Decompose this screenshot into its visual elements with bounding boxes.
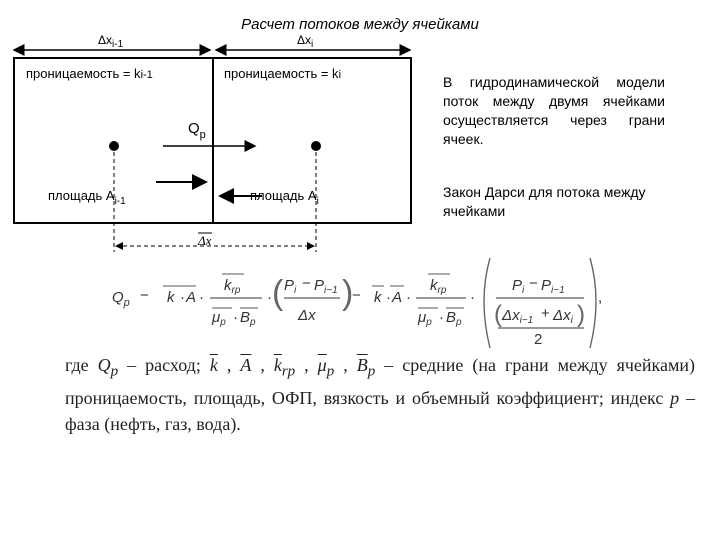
dx-bottom-label: Δx [198,233,212,248]
formula-mu2: $\mu_p$ [418,309,432,328]
formula-dx1: Δx [298,307,316,324]
perm-left-label: проницаемость = ki-1 [26,66,153,81]
area-right-label: площадь $A_i$ [250,188,319,207]
formula-k1: k [167,289,175,306]
dx-cur-label: $\Delta x_i$ [297,33,314,50]
where-paragraph: где $Q_p$ – расход; $\overline{k}$ , $\overline{A}$ , $\overline{k}_{rp}$ , $\overline{\mu}_p$ , $\overline{B}_p$ – средние (на грани между ячейками) проницаемость, площадь, ОФП, вязкость и объемный коэффициент; индекс p – фаза (нефть, газ, вода). [65,355,696,434]
svg-text:−: − [352,287,361,304]
svg-text:): ) [342,274,354,312]
cells-diagram [0,0,440,265]
formula-lhs: $Q_p$ [112,289,130,309]
svg-text:(: ( [272,274,284,312]
svg-text:·: · [470,289,475,306]
page-title: Расчет потоков между ячейками [241,16,479,33]
formula-A2: A [392,289,403,306]
formula-two: 2 [534,331,543,348]
svg-text:(: ( [494,301,502,328]
perm-right-label: проницаемость = ki [224,66,342,81]
svg-text:·: · [199,289,204,306]
svg-text:·: · [406,289,411,306]
formula-dxim1: $\Delta x_{i-1}$ [502,307,534,326]
formula-A1: A [186,289,197,306]
svg-text:): ) [577,301,585,328]
formula-eq: − [140,287,149,304]
svg-text:+: + [541,305,550,322]
model-description: В гидродинамической модели поток между двумя ячейками осуществляется через грани ячеек. [443,74,665,147]
svg-text:·: · [233,309,238,326]
formula-dxi: $\Delta x_i$ [553,307,573,326]
formula-Pim1-2: $P_{i-1}$ [541,277,565,296]
formula-k2: k [374,289,382,306]
svg-text:·: · [180,289,185,306]
darcy-formula [0,250,720,355]
formula-Pim1-1: $P_{i-1}$ [314,277,338,296]
flow-label: $Q_p$ [188,120,206,141]
svg-text:·: · [386,289,391,306]
formula-B2: $B_p$ [446,309,462,328]
formula-B1: $B_p$ [240,309,256,328]
svg-text:·: · [439,309,444,326]
darcy-heading: Закон Дарси для потока между ячейками [443,184,646,219]
formula-mu1: $\mu_p$ [212,309,226,328]
area-left-label: площадь $A_{i-1}$ [48,188,126,207]
formula-Pi1: $P_i$ [284,277,297,296]
svg-text:,: , [598,289,603,306]
formula-Pi2: $P_i$ [512,277,525,296]
svg-text:−: − [302,275,311,292]
svg-text:·: · [267,289,272,306]
dx-prev-label: $\Delta x_{i-1}$ [98,33,124,50]
formula-krp2: $k_{rp}$ [430,277,447,296]
svg-text:−: − [529,275,538,292]
left-cell-center [109,141,119,151]
formula-krp1: $k_{rp}$ [224,277,241,296]
right-cell-center [311,141,321,151]
